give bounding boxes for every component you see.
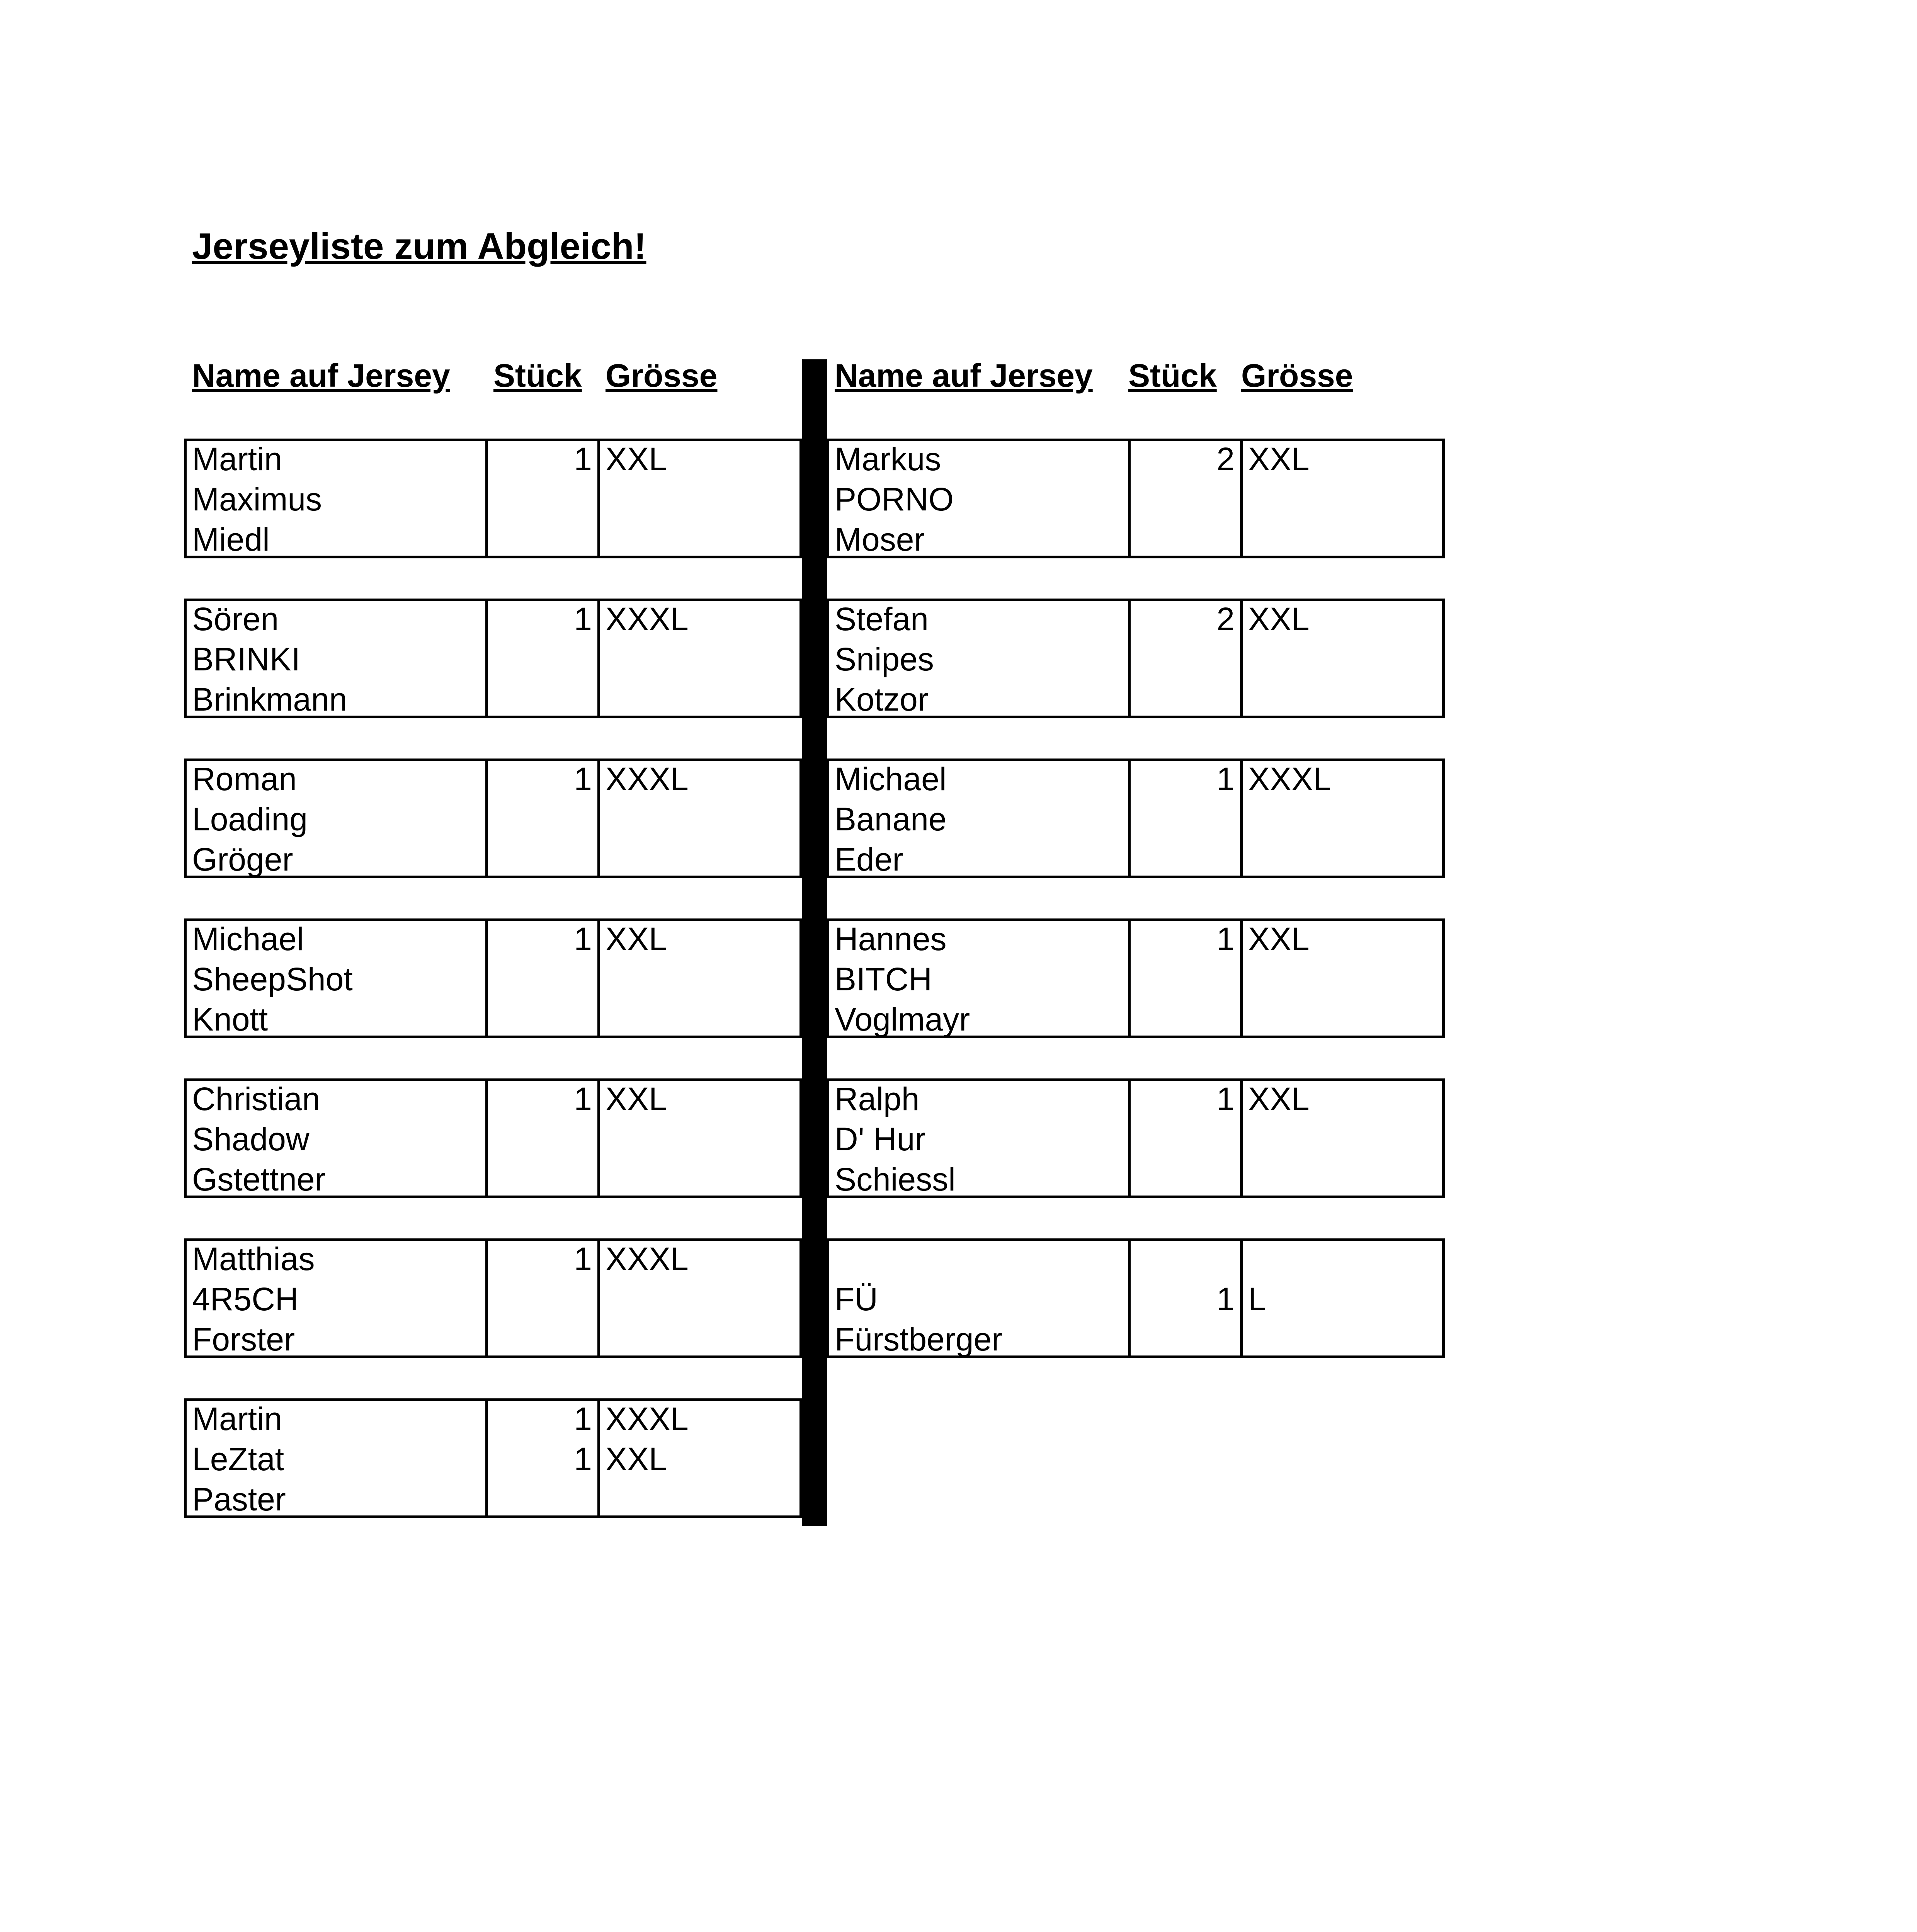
qty-value: 1 [574,601,592,637]
jersey-entry-left-7 [184,1398,802,1518]
header-name-left: Name auf Jersey [192,357,450,394]
size-value: XXXL [1248,761,1331,797]
qty-cell [488,1081,600,1196]
size-cell [1243,921,1442,1036]
header-size-left: Grösse [606,357,718,394]
qty-cell [1131,921,1243,1036]
name-line: Forster [192,1321,295,1357]
size-value: XXXL [606,1401,689,1437]
jersey-entry-left-1 [184,439,802,558]
jersey-entry-right-3 [827,759,1445,878]
jersey-entry-right-4 [827,918,1445,1038]
name-line: Martin [192,441,282,477]
qty-cell [488,441,600,556]
size-cell [600,1241,799,1355]
name-cell [187,761,488,876]
name-cell [829,601,1131,716]
name-line: Shadow [192,1121,310,1157]
qty-value: 1 [1216,921,1235,957]
name-line: Sören [192,601,279,637]
name-line: BRINKI [192,641,301,677]
size-cell [600,921,799,1036]
size-value: XXL [606,1081,667,1117]
name-line: Michael [192,921,304,957]
size-cell [600,601,799,716]
name-line: Brinkmann [192,681,347,718]
name-line: Christian [192,1081,320,1117]
name-line: Stefan [835,601,929,637]
size-value: XXXL [606,601,689,637]
name-line: Paster [192,1481,286,1517]
size-value: XXL [1248,601,1310,637]
jersey-entry-left-5 [184,1078,802,1198]
name-cell [187,1401,488,1515]
name-line: Schiessl [835,1161,956,1197]
name-line: Kotzor [835,681,929,718]
qty-value: 1 [1216,1081,1235,1117]
qty-value: 1 [1216,1281,1235,1317]
name-line: 4R5CH [192,1281,299,1317]
name-line: Maximus [192,481,322,517]
size-cell [1243,441,1442,556]
size-cell [600,1401,799,1515]
size-value: XXL [1248,1081,1310,1117]
qty-value: 1 [574,1241,592,1277]
name-cell [829,1081,1131,1196]
jersey-entry-right-2 [827,599,1445,718]
size-cell [1243,601,1442,716]
qty-cell [1131,1081,1243,1196]
size-value: XXXL [606,1241,689,1277]
name-line: Eder [835,841,903,878]
name-line: SheepShot [192,961,353,997]
name-cell [829,441,1131,556]
column-divider [802,359,827,1526]
size-value: XXXL [606,761,689,797]
name-line: BITCH [835,961,932,997]
header-name-right: Name auf Jersey [835,357,1093,394]
size-cell [1243,761,1442,876]
name-cell [187,921,488,1036]
qty-cell [1131,761,1243,876]
size-cell [600,1081,799,1196]
size-value: XXL [1248,441,1310,477]
name-line: Martin [192,1401,282,1437]
name-cell [187,441,488,556]
qty-value: 1 [574,1441,592,1477]
qty-cell [1131,1241,1243,1355]
name-line: Fürstberger [835,1321,1003,1357]
qty-value: 1 [1216,761,1235,797]
name-cell [829,761,1131,876]
name-line: Gröger [192,841,293,878]
name-cell [829,921,1131,1036]
qty-cell [488,1241,600,1355]
jersey-entry-right-1 [827,439,1445,558]
name-cell [829,1241,1131,1355]
name-line: Voglmayr [835,1001,970,1037]
jersey-entry-left-6 [184,1238,802,1358]
jersey-entry-right-6 [827,1238,1445,1358]
jersey-entry-left-2 [184,599,802,718]
qty-cell [488,601,600,716]
name-line: Snipes [835,641,934,677]
name-line: Gstettner [192,1161,326,1197]
name-cell [187,1241,488,1355]
qty-cell [1131,601,1243,716]
header-size-right: Grösse [1241,357,1353,394]
name-line: Markus [835,441,941,477]
name-line: Miedl [192,521,270,558]
name-line: PORNO [835,481,954,517]
size-value: XXL [606,1441,667,1477]
name-line: LeZtat [192,1441,284,1477]
size-cell [1243,1081,1442,1196]
qty-cell [488,921,600,1036]
size-value: XXL [606,921,667,957]
qty-value: 1 [574,1401,592,1437]
name-line: Michael [835,761,947,797]
size-cell [600,441,799,556]
size-value: XXL [1248,921,1310,957]
name-line: D' Hur [835,1121,926,1157]
name-line: Banane [835,801,947,837]
qty-cell [1131,441,1243,556]
qty-value: 1 [574,1081,592,1117]
name-line: FÜ [835,1281,878,1317]
name-line: Matthias [192,1241,315,1277]
size-value: L [1248,1281,1266,1317]
header-qty-left: Stück [493,357,582,394]
qty-cell [488,1401,600,1515]
name-line: Roman [192,761,297,797]
name-cell [187,601,488,716]
name-line: Moser [835,521,925,558]
qty-value: 2 [1216,601,1235,637]
name-line: Ralph [835,1081,920,1117]
qty-value: 1 [574,441,592,477]
jersey-entry-right-5 [827,1078,1445,1198]
size-cell [1243,1241,1442,1355]
qty-cell [488,761,600,876]
size-cell [600,761,799,876]
qty-value: 1 [574,921,592,957]
jersey-entry-left-3 [184,759,802,878]
name-line: Loading [192,801,308,837]
size-value: XXL [606,441,667,477]
jersey-entry-left-4 [184,918,802,1038]
name-line: Knott [192,1001,268,1037]
page-title: Jerseyliste zum Abgleich! [192,226,646,267]
header-qty-right: Stück [1128,357,1217,394]
qty-value: 2 [1216,441,1235,477]
name-cell [187,1081,488,1196]
name-line: Hannes [835,921,947,957]
qty-value: 1 [574,761,592,797]
